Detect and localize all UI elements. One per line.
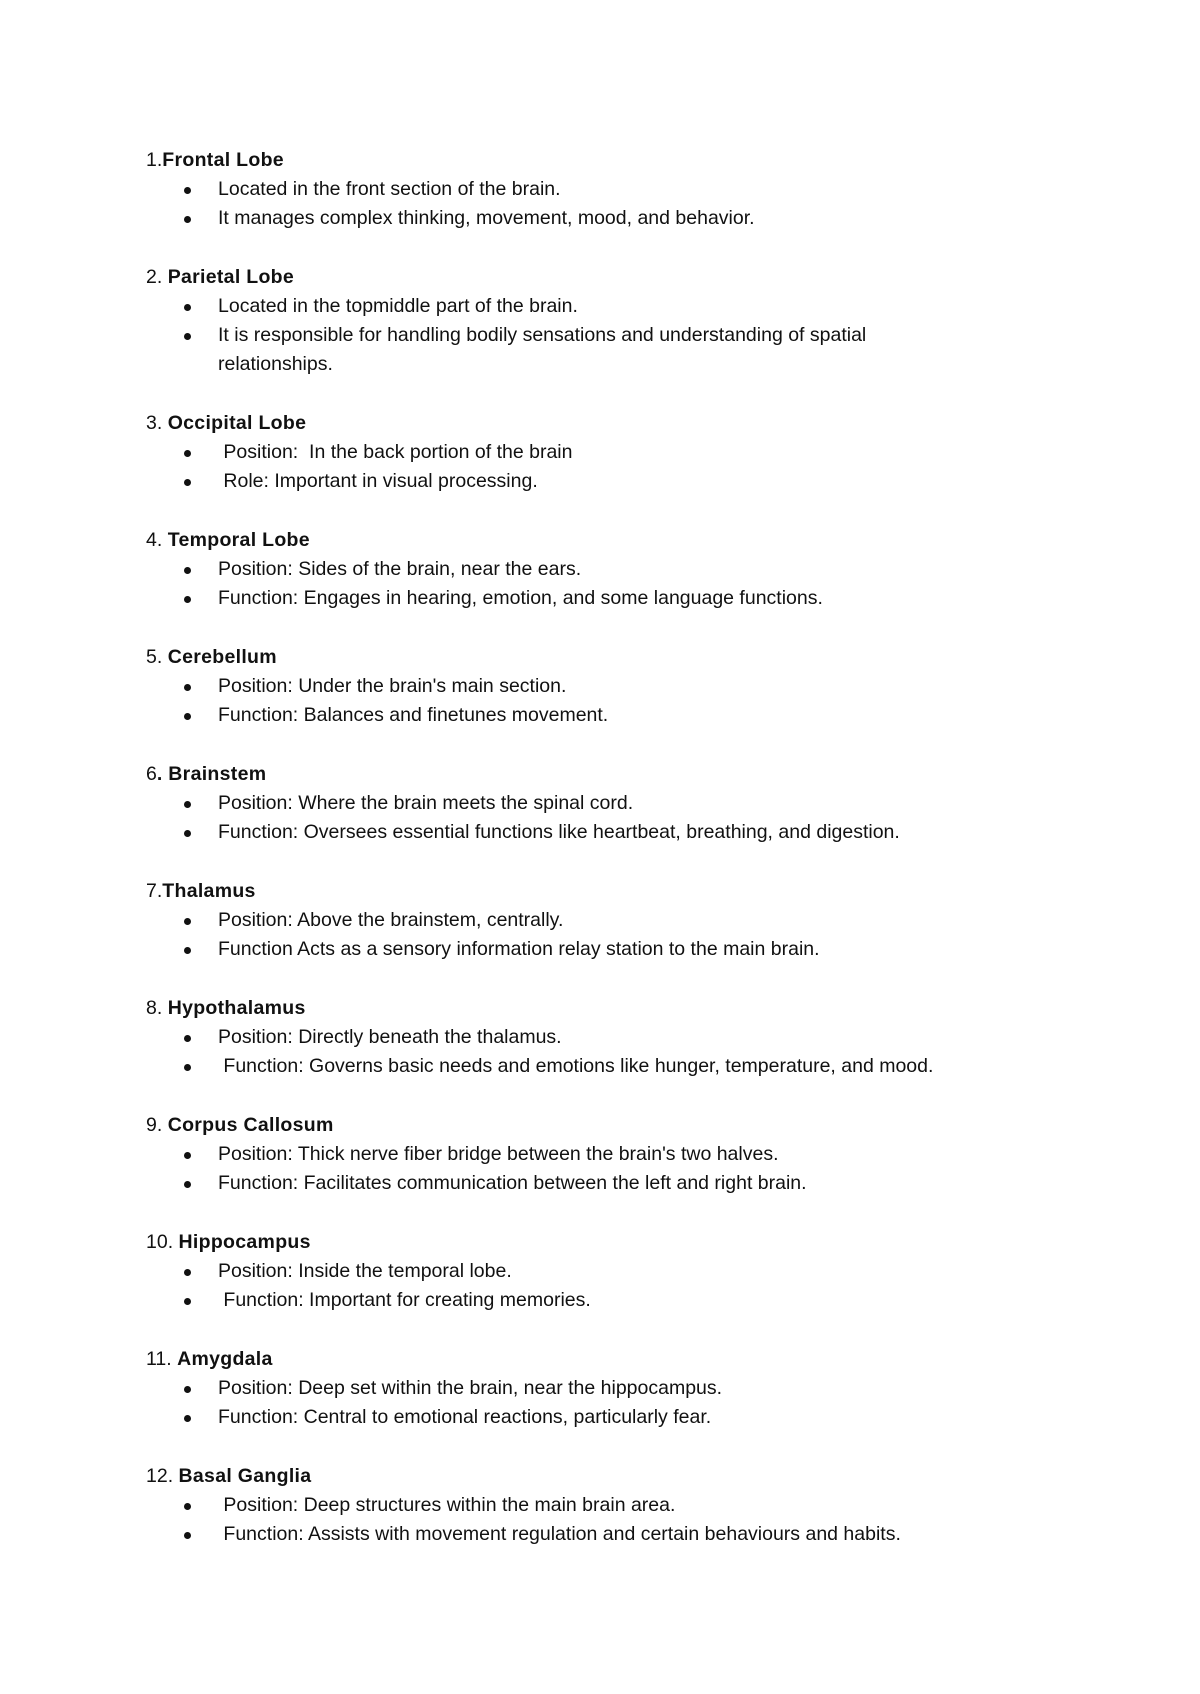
section-number: 11. xyxy=(146,1348,178,1370)
bullet-icon xyxy=(184,1035,191,1042)
bullet-list xyxy=(146,292,1086,379)
bullet-text: Located in the front section of the brain. xyxy=(218,178,561,200)
bullet-list xyxy=(146,438,1086,496)
bullet-text: Function: Engages in hearing, emotion, and some language functions. xyxy=(218,587,823,609)
section-title: Hypothalamus xyxy=(167,997,306,1019)
bullet-icon xyxy=(184,596,191,603)
section-cerebellum xyxy=(146,643,1086,730)
section-hypothalamus xyxy=(146,994,1086,1081)
section-parietal-lobe xyxy=(146,263,1086,379)
section-heading xyxy=(146,643,1086,672)
bullet-list xyxy=(146,1257,1086,1315)
section-heading xyxy=(146,760,1086,789)
bullet-text: Role: Important in visual processing. xyxy=(218,470,538,492)
section-number: 4. xyxy=(146,529,168,551)
bullet-item xyxy=(146,701,1086,730)
bullet-item xyxy=(146,906,1086,935)
bullet-icon xyxy=(184,1386,191,1393)
section-title: Corpus Callosum xyxy=(167,1114,334,1136)
bullet-icon xyxy=(184,1152,191,1159)
bullet-text: Position: Deep structures within the main brain area. xyxy=(218,1494,676,1516)
bullet-item xyxy=(146,1286,1086,1315)
section-number: 1. xyxy=(146,149,163,171)
bullet-text: Function: Assists with movement regulation and certain behaviours and habits. xyxy=(218,1523,901,1545)
bullet-icon xyxy=(184,801,191,808)
bullet-icon xyxy=(184,947,191,954)
bullet-text: Function: Facilitates communication between the left and right brain. xyxy=(218,1172,807,1194)
bullet-item xyxy=(146,438,1086,467)
bullet-text: Position: Where the brain meets the spinal cord. xyxy=(218,792,634,814)
bullet-icon xyxy=(184,1298,191,1305)
section-heading xyxy=(146,877,1086,906)
bullet-list xyxy=(146,1374,1086,1432)
section-number: 9. xyxy=(146,1114,168,1136)
bullet-item xyxy=(146,175,1086,204)
section-heading xyxy=(146,409,1086,438)
section-heading xyxy=(146,1345,1086,1374)
section-brainstem xyxy=(146,760,1086,847)
section-title: Thalamus xyxy=(162,880,256,902)
section-number: 12. xyxy=(146,1465,179,1487)
bullet-item xyxy=(146,1140,1086,1169)
bullet-item xyxy=(146,1491,1086,1520)
bullet-icon xyxy=(184,830,191,837)
section-corpus-callosum xyxy=(146,1111,1086,1198)
bullet-item xyxy=(146,789,1086,818)
section-title: Cerebellum xyxy=(167,646,277,668)
bullet-text: Position: Inside the temporal lobe. xyxy=(218,1260,512,1282)
bullet-list xyxy=(146,672,1086,730)
section-amygdala xyxy=(146,1345,1086,1432)
bullet-text: Position: Sides of the brain, near the ears. xyxy=(218,558,582,580)
section-title: Parietal Lobe xyxy=(167,266,295,288)
bullet-item xyxy=(146,321,1086,379)
section-title: Hippocampus xyxy=(178,1231,311,1253)
bullet-list xyxy=(146,1491,1086,1549)
bullet-item xyxy=(146,1023,1086,1052)
section-hippocampus xyxy=(146,1228,1086,1315)
section-title: Amygdala xyxy=(177,1348,273,1370)
bullet-icon xyxy=(184,333,191,340)
section-temporal-lobe xyxy=(146,526,1086,613)
bullet-item xyxy=(146,818,1086,847)
section-title: Basal Ganglia xyxy=(178,1465,312,1487)
section-heading xyxy=(146,1228,1086,1257)
bullet-text: Function: Central to emotional reactions, particularly fear. xyxy=(218,1406,712,1428)
section-number: 5. xyxy=(146,646,168,668)
bullet-text: Function Acts as a sensory information relay station to the main brain. xyxy=(218,938,820,960)
bullet-icon xyxy=(184,1532,191,1539)
bullet-item xyxy=(146,1169,1086,1198)
section-heading xyxy=(146,263,1086,292)
bullet-icon xyxy=(184,304,191,311)
bullet-text: Position: Thick nerve fiber bridge between the brain's two halves. xyxy=(218,1143,779,1165)
bullet-text: Function: Important for creating memories. xyxy=(218,1289,591,1311)
bullet-text: Function: Governs basic needs and emotions like hunger, temperature, and mood. xyxy=(218,1055,934,1077)
bullet-icon xyxy=(184,713,191,720)
section-title: Frontal Lobe xyxy=(162,149,284,171)
bullet-item xyxy=(146,1403,1086,1432)
bullet-item xyxy=(146,467,1086,496)
bullet-list xyxy=(146,906,1086,964)
bullet-text: Function: Balances and finetunes movement. xyxy=(218,704,609,726)
bullet-item xyxy=(146,584,1086,613)
bullet-list xyxy=(146,789,1086,847)
section-heading xyxy=(146,1462,1086,1491)
section-number: 2. xyxy=(146,266,168,288)
section-heading xyxy=(146,146,1086,175)
bullet-icon xyxy=(184,450,191,457)
bullet-item xyxy=(146,1374,1086,1403)
section-frontal-lobe xyxy=(146,146,1086,233)
bullet-list xyxy=(146,1140,1086,1198)
bullet-text: Position: Under the brain's main section. xyxy=(218,675,567,697)
bullet-icon xyxy=(184,1064,191,1071)
section-title: Occipital Lobe xyxy=(167,412,307,434)
bullet-item xyxy=(146,292,1086,321)
bullet-item xyxy=(146,672,1086,701)
bullet-text: Position: Deep set within the brain, near the hippocampus. xyxy=(218,1377,723,1399)
bullet-icon xyxy=(184,1269,191,1276)
section-heading xyxy=(146,994,1086,1023)
bullet-text: Position: Directly beneath the thalamus. xyxy=(218,1026,562,1048)
section-title: Temporal Lobe xyxy=(167,529,310,551)
bullet-icon xyxy=(184,187,191,194)
bullet-icon xyxy=(184,1181,191,1188)
bullet-icon xyxy=(184,216,191,223)
bullet-list xyxy=(146,1023,1086,1081)
section-basal-ganglia xyxy=(146,1462,1086,1549)
bullet-text: Position: Above the brainstem, centrally. xyxy=(218,909,564,931)
section-heading xyxy=(146,526,1086,555)
bullet-text: Located in the topmiddle part of the brain. xyxy=(218,295,578,317)
bullet-icon xyxy=(184,479,191,486)
bullet-item xyxy=(146,1052,1086,1081)
bullet-list xyxy=(146,555,1086,613)
section-occipital-lobe xyxy=(146,409,1086,496)
bullet-icon xyxy=(184,918,191,925)
bullet-item xyxy=(146,204,1086,233)
section-number: 6 xyxy=(146,763,157,785)
bullet-item xyxy=(146,555,1086,584)
bullet-icon xyxy=(184,1503,191,1510)
bullet-icon xyxy=(184,684,191,691)
bullet-text: It is responsible for handling bodily sensations and understanding of spatial relationships. xyxy=(218,324,872,375)
bullet-item xyxy=(146,1520,1086,1549)
section-number: 3. xyxy=(146,412,168,434)
bullet-item xyxy=(146,1257,1086,1286)
bullet-text: Function: Oversees essential functions like heartbeat, breathing, and digestion. xyxy=(218,821,900,843)
document-content xyxy=(146,146,1086,1579)
bullet-list xyxy=(146,175,1086,233)
bullet-icon xyxy=(184,1415,191,1422)
bullet-text: It manages complex thinking, movement, mood, and behavior. xyxy=(218,207,755,229)
section-number: 10. xyxy=(146,1231,179,1253)
bullet-text: Position: In the back portion of the brain xyxy=(218,441,573,463)
section-number: 8. xyxy=(146,997,168,1019)
section-title: . Brainstem xyxy=(156,763,267,785)
section-heading xyxy=(146,1111,1086,1140)
section-thalamus xyxy=(146,877,1086,964)
bullet-icon xyxy=(184,567,191,574)
bullet-item xyxy=(146,935,1086,964)
section-number: 7. xyxy=(146,880,163,902)
